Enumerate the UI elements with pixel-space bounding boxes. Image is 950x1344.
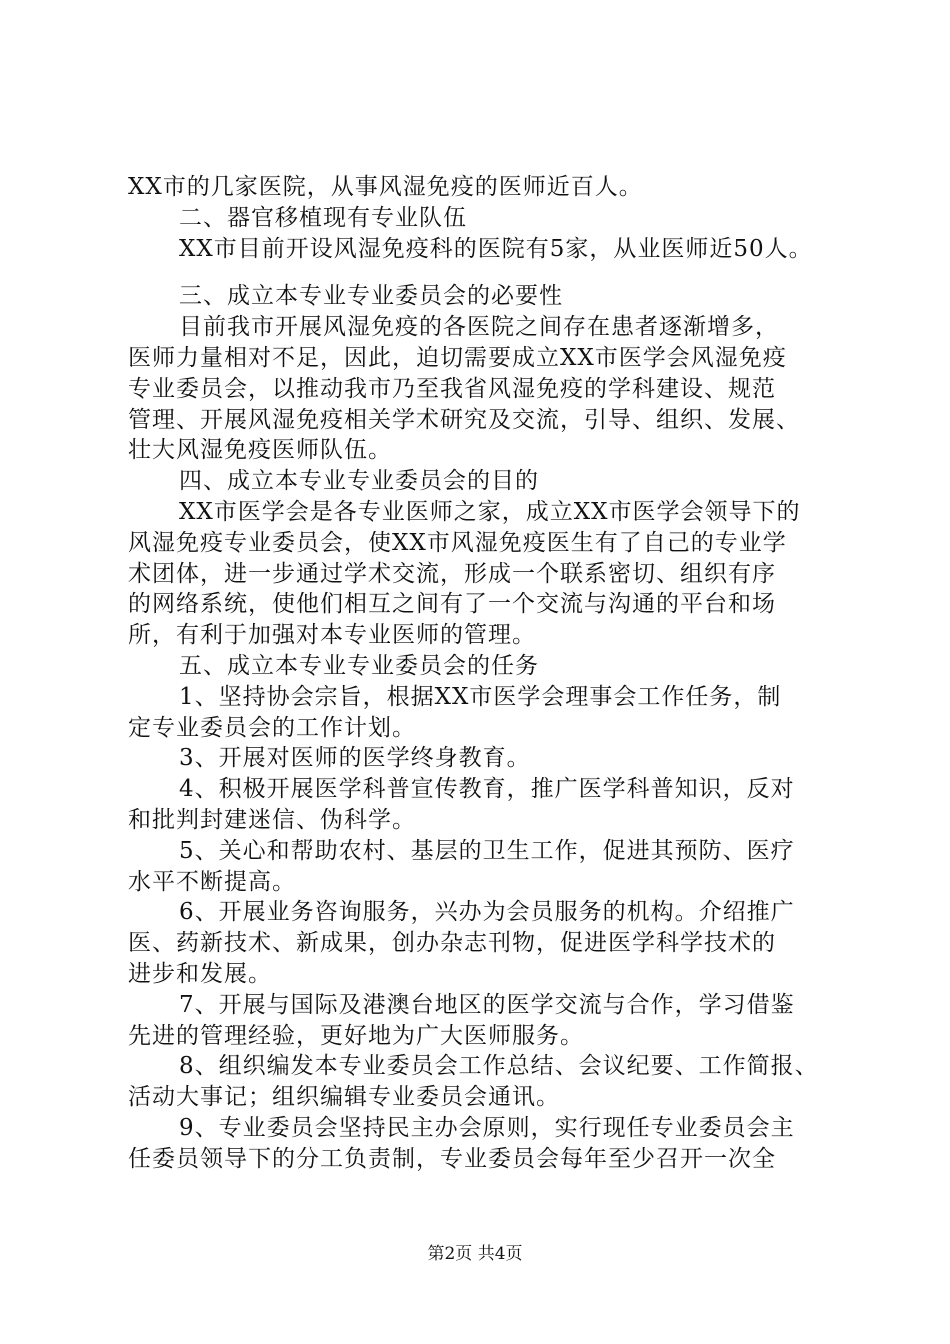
text-line: 管理、开展风湿免疫相关学术研究及交流，引导、组织、发展、 — [128, 407, 800, 433]
text-line: 任委员领导下的分工负责制，专业委员会每年至少召开一次全 — [128, 1146, 776, 1172]
text-line: 壮大风湿免疫医师队伍。 — [128, 437, 392, 463]
section-heading: 四、成立本专业专业委员会的目的 — [179, 468, 539, 494]
text-line: 风湿免疫专业委员会，使XX市风湿免疫医生有了自己的专业学 — [128, 530, 787, 556]
text-line: XX市的几家医院，从事风湿免疫的医师近百人。 — [128, 174, 643, 200]
text-line: 水平不断提高。 — [128, 869, 296, 895]
page-footer: 第2页 共4页 — [427, 1244, 523, 1264]
text-line: 9、专业委员会坚持民主办会原则，实行现任专业委员会主 — [179, 1115, 795, 1141]
text-line: 医师力量相对不足，因此，迫切需要成立XX市医学会风湿免疫 — [128, 345, 787, 371]
text-line: 4、积极开展医学科普宣传教育，推广医学科普知识，反对 — [179, 776, 795, 802]
text-line: 医、药新技术、新成果，创办杂志刊物，促进医学科学技术的 — [128, 930, 776, 956]
text-line: 先进的管理经验，更好地为广大医师服务。 — [128, 1023, 584, 1049]
text-line: XX市医学会是各专业医师之家，成立XX市医学会领导下的 — [179, 499, 801, 525]
text-line: 进步和发展。 — [128, 961, 272, 987]
text-line: 所，有利于加强对本专业医师的管理。 — [128, 622, 536, 648]
text-line: 8、组织编发本专业委员会工作总结、会议纪要、工作简报、 — [179, 1053, 819, 1079]
text-line: 术团体，进一步通过学术交流，形成一个联系密切、组织有序 — [128, 561, 776, 587]
text-line: XX市目前开设风湿免疫科的医院有5家，从业医师近50人。 — [179, 236, 813, 262]
section-heading: 五、成立本专业专业委员会的任务 — [179, 653, 539, 679]
text-line: 和批判封建迷信、伪科学。 — [128, 807, 416, 833]
text-line: 5、关心和帮助农村、基层的卫生工作，促进其预防、医疗 — [179, 838, 795, 864]
section-heading: 二、器官移植现有专业队伍 — [179, 205, 467, 231]
text-line: 的网络系统，使他们相互之间有了一个交流与沟通的平台和场 — [128, 591, 776, 617]
text-line: 专业委员会，以推动我市乃至我省风湿免疫的学科建设、规范 — [128, 376, 776, 402]
text-line: 目前我市开展风湿免疫的各医院之间存在患者逐渐增多， — [179, 314, 779, 340]
text-line: 3、开展对医师的医学终身教育。 — [179, 745, 531, 771]
section-heading: 三、成立本专业专业委员会的必要性 — [179, 283, 563, 309]
text-line: 7、开展与国际及港澳台地区的医学交流与合作，学习借鉴 — [179, 992, 795, 1018]
text-line: 6、开展业务咨询服务，兴办为会员服务的机构。介绍推广 — [179, 899, 795, 925]
text-line: 活动大事记；组织编辑专业委员会通讯。 — [128, 1084, 560, 1110]
text-line: 1、坚持协会宗旨，根据XX市医学会理事会工作任务，制 — [179, 684, 782, 710]
text-line: 定专业委员会的工作计划。 — [128, 715, 416, 741]
